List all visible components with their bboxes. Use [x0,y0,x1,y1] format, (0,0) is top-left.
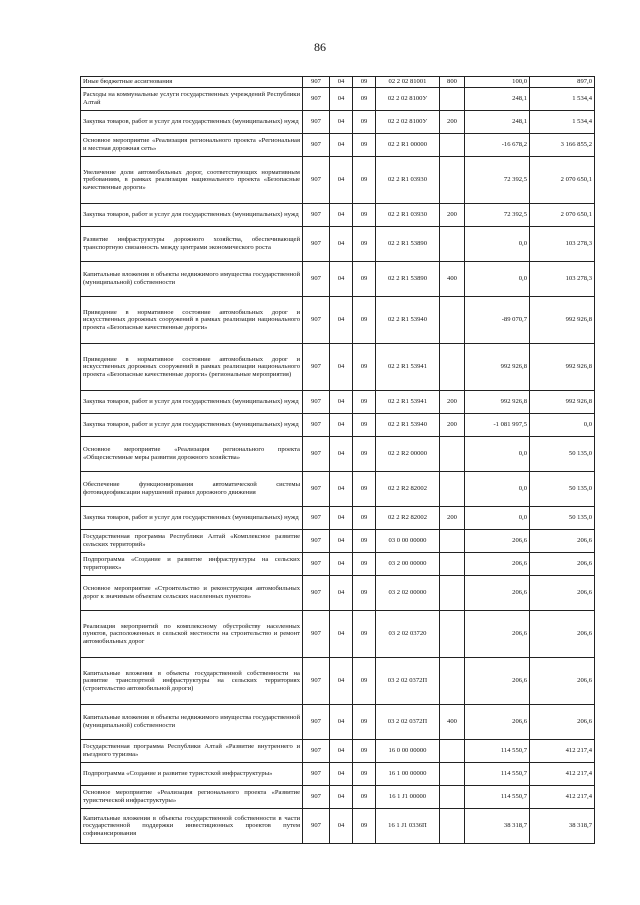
ministry-code-cell: 907 [303,88,330,111]
ministry-code-cell: 907 [303,507,330,530]
row-name-cell: Подпрограмма «Создание и развитие инфраструктуры на сельских территориях» [81,553,303,576]
amount-total-cell: 412 217,4 [530,786,595,809]
ministry-code-cell: 907 [303,809,330,844]
table-row [81,297,595,344]
amount-change-cell: 206,6 [465,576,530,611]
expense-type-cell [440,611,465,658]
subsection-code-cell: 09 [353,391,376,414]
subsection-code-cell: 09 [353,227,376,262]
subsection-code-cell: 09 [353,297,376,344]
target-article-cell: 03 2 00 00000 [376,553,440,576]
subsection-code-cell: 09 [353,111,376,134]
section-code-cell: 04 [330,705,353,740]
amount-change-cell: 114 550,7 [465,763,530,786]
amount-total-cell: 897,0 [530,77,595,88]
section-code-cell: 04 [330,344,353,391]
section-code-cell: 04 [330,786,353,809]
table-row [81,472,595,507]
amount-change-cell: 248,1 [465,88,530,111]
row-name-cell: Иные бюджетные ассигнования [81,77,303,88]
section-code-cell: 04 [330,111,353,134]
expense-type-cell: 200 [440,391,465,414]
row-name-cell: Развитие инфраструктуры дорожного хозяйства, обеспечивающей транспортную связанность между центрами экономического роста [81,227,303,262]
table-row [81,576,595,611]
ministry-code-cell: 907 [303,658,330,705]
section-code-cell: 04 [330,262,353,297]
amount-total-cell: 2 070 650,1 [530,157,595,204]
amount-total-cell: 206,6 [530,705,595,740]
table-row [81,809,595,844]
expense-type-cell: 800 [440,77,465,88]
subsection-code-cell: 09 [353,507,376,530]
expense-type-cell [440,809,465,844]
section-code-cell: 04 [330,88,353,111]
subsection-code-cell: 09 [353,705,376,740]
row-name-cell: Реализация мероприятий по комплексному обустройству населенных пунктов, расположенных в сельской местности на строительство и ремонт автомобильных дорог [81,611,303,658]
page-number: 86 [314,40,326,54]
target-article-cell: 03 2 02 03720 [376,611,440,658]
ministry-code-cell: 907 [303,204,330,227]
subsection-code-cell: 09 [353,530,376,553]
amount-change-cell: 206,6 [465,553,530,576]
target-article-cell: 02 2 R1 53890 [376,262,440,297]
expense-type-cell [440,297,465,344]
ministry-code-cell: 907 [303,77,330,88]
ministry-code-cell: 907 [303,157,330,204]
amount-total-cell: 206,6 [530,530,595,553]
row-name-cell: Основное мероприятие «Реализация регионального проекта «Развитие туристической инфраструктуры» [81,786,303,809]
subsection-code-cell: 09 [353,437,376,472]
table-row [81,658,595,705]
target-article-cell: 02 2 R1 00000 [376,134,440,157]
amount-change-cell: 114 550,7 [465,740,530,763]
amount-change-cell: 0,0 [465,437,530,472]
target-article-cell: 02 2 R1 53940 [376,414,440,437]
expense-type-cell [440,576,465,611]
table-row [81,740,595,763]
ministry-code-cell: 907 [303,111,330,134]
section-code-cell: 04 [330,809,353,844]
target-article-cell: 02 2 R1 53940 [376,297,440,344]
table-row [81,763,595,786]
amount-total-cell: 992 926,8 [530,344,595,391]
expense-type-cell: 400 [440,262,465,297]
amount-change-cell: 248,1 [465,111,530,134]
section-code-cell: 04 [330,740,353,763]
table-row [81,157,595,204]
amount-total-cell: 0,0 [530,414,595,437]
subsection-code-cell: 09 [353,472,376,507]
expense-type-cell: 200 [440,414,465,437]
row-name-cell: Капитальные вложения в объекты государственной собственности на развитие транспортной инфраструктуры на сельских территориях (строительство автомобильной дороги) [81,658,303,705]
table-row [81,553,595,576]
subsection-code-cell: 09 [353,576,376,611]
table-row [81,705,595,740]
expense-type-cell: 200 [440,111,465,134]
amount-change-cell: 0,0 [465,507,530,530]
section-code-cell: 04 [330,227,353,262]
section-code-cell: 04 [330,391,353,414]
ministry-code-cell: 907 [303,705,330,740]
table-row [81,134,595,157]
target-article-cell: 02 2 R1 03930 [376,204,440,227]
subsection-code-cell: 09 [353,204,376,227]
section-code-cell: 04 [330,157,353,204]
subsection-code-cell: 09 [353,77,376,88]
table-row [81,204,595,227]
expense-type-cell [440,88,465,111]
subsection-code-cell: 09 [353,786,376,809]
table-row [81,88,595,111]
section-code-cell: 04 [330,763,353,786]
subsection-code-cell: 09 [353,553,376,576]
section-code-cell: 04 [330,134,353,157]
expense-type-cell: 400 [440,705,465,740]
ministry-code-cell: 907 [303,391,330,414]
ministry-code-cell: 907 [303,414,330,437]
ministry-code-cell: 907 [303,344,330,391]
ministry-code-cell: 907 [303,437,330,472]
amount-total-cell: 206,6 [530,553,595,576]
subsection-code-cell: 09 [353,262,376,297]
section-code-cell: 04 [330,297,353,344]
target-article-cell: 02 2 02 8100У [376,111,440,134]
section-code-cell: 04 [330,553,353,576]
row-name-cell: Приведение в нормативное состояние автомобильных дорог и искусственных дорожных сооружений в рамках реализации национального проекта «Безопасные качественные дороги» (региональные мероприятия) [81,344,303,391]
expense-type-cell [440,472,465,507]
row-name-cell: Закупка товаров, работ и услуг для государственных (муниципальных) нужд [81,414,303,437]
amount-change-cell: 0,0 [465,472,530,507]
section-code-cell: 04 [330,77,353,88]
expense-type-cell [440,134,465,157]
row-name-cell: Увеличение доли автомобильных дорог, соответствующих нормативным требованиям, в рамках реализации национального проекта «Безопасные качественные дороги» [81,157,303,204]
subsection-code-cell: 09 [353,157,376,204]
target-article-cell: 02 2 R2 82002 [376,472,440,507]
expense-type-cell [440,740,465,763]
target-article-cell: 03 0 00 00000 [376,530,440,553]
table-row [81,227,595,262]
amount-total-cell: 206,6 [530,576,595,611]
amount-total-cell: 412 217,4 [530,740,595,763]
ministry-code-cell: 907 [303,763,330,786]
amount-total-cell: 992 926,8 [530,391,595,414]
ministry-code-cell: 907 [303,740,330,763]
ministry-code-cell: 907 [303,786,330,809]
target-article-cell: 02 2 R1 53941 [376,344,440,391]
amount-change-cell: 992 926,8 [465,344,530,391]
table-row [81,530,595,553]
amount-change-cell: 206,6 [465,611,530,658]
ministry-code-cell: 907 [303,227,330,262]
expense-type-cell: 200 [440,507,465,530]
row-name-cell: Государственная программа Республики Алтай «Комплексное развитие сельских территорий» [81,530,303,553]
row-name-cell: Основное мероприятие «Реализация регионального проекта «Общесистемные меры развития дорожного хозяйства» [81,437,303,472]
ministry-code-cell: 907 [303,297,330,344]
target-article-cell: 16 0 00 00000 [376,740,440,763]
amount-change-cell: 992 926,8 [465,391,530,414]
expense-type-cell [440,157,465,204]
table-row [81,437,595,472]
ministry-code-cell: 907 [303,553,330,576]
row-name-cell: Капитальные вложения в объекты недвижимого имущества государственной (муниципальной) собственности [81,262,303,297]
section-code-cell: 04 [330,472,353,507]
expense-type-cell [440,437,465,472]
row-name-cell: Основное мероприятие «Строительство и реконструкция автомобильных дорог к значимым объектам сельских населенных пунктов» [81,576,303,611]
target-article-cell: 02 2 R1 53890 [376,227,440,262]
row-name-cell: Государственная программа Республики Алтай «Развитие внутреннего и въездного туризма» [81,740,303,763]
table-row [81,507,595,530]
amount-total-cell: 38 318,7 [530,809,595,844]
ministry-code-cell: 907 [303,262,330,297]
section-code-cell: 04 [330,437,353,472]
target-article-cell: 02 2 R1 03930 [376,157,440,204]
section-code-cell: 04 [330,507,353,530]
amount-total-cell: 103 278,3 [530,262,595,297]
section-code-cell: 04 [330,530,353,553]
subsection-code-cell: 09 [353,740,376,763]
section-code-cell: 04 [330,658,353,705]
amount-total-cell: 1 534,4 [530,88,595,111]
row-name-cell: Подпрограмма «Создание и развитие туристской инфраструктуры» [81,763,303,786]
subsection-code-cell: 09 [353,414,376,437]
subsection-code-cell: 09 [353,763,376,786]
row-name-cell: Закупка товаров, работ и услуг для государственных (муниципальных) нужд [81,391,303,414]
section-code-cell: 04 [330,204,353,227]
table-row [81,786,595,809]
table-row [81,262,595,297]
amount-change-cell: 206,6 [465,705,530,740]
target-article-cell: 02 2 R2 82002 [376,507,440,530]
target-article-cell: 03 2 02 00000 [376,576,440,611]
amount-total-cell: 412 217,4 [530,763,595,786]
row-name-cell: Обеспечение функционирования автоматической системы фотовидеофиксации нарушений правил дорожного движения [81,472,303,507]
amount-change-cell: 100,0 [465,77,530,88]
amount-total-cell: 50 135,0 [530,472,595,507]
amount-total-cell: 206,6 [530,658,595,705]
row-name-cell: Капитальные вложения в объекты государственной собственности в части государственной поддержки инвестиционных проектов путем софинансирования [81,809,303,844]
expense-type-cell [440,553,465,576]
amount-change-cell: 206,6 [465,658,530,705]
row-name-cell: Закупка товаров, работ и услуг для государственных (муниципальных) нужд [81,111,303,134]
target-article-cell: 03 2 02 0372П [376,658,440,705]
amount-change-cell: -1 081 997,5 [465,414,530,437]
row-name-cell: Приведение в нормативное состояние автомобильных дорог и искусственных дорожных сооружений в рамках реализации национального проекта «Безопасные качественные дороги» [81,297,303,344]
amount-change-cell: 114 550,7 [465,786,530,809]
amount-total-cell: 50 135,0 [530,507,595,530]
table-row [81,77,595,88]
subsection-code-cell: 09 [353,809,376,844]
amount-change-cell: 72 392,5 [465,204,530,227]
row-name-cell: Закупка товаров, работ и услуг для государственных (муниципальных) нужд [81,507,303,530]
ministry-code-cell: 907 [303,611,330,658]
expense-type-cell: 200 [440,204,465,227]
target-article-cell: 02 2 02 8100У [376,88,440,111]
amount-change-cell: 206,6 [465,530,530,553]
section-code-cell: 04 [330,414,353,437]
amount-total-cell: 992 926,8 [530,297,595,344]
expense-type-cell [440,658,465,705]
expense-type-cell [440,344,465,391]
budget-table [80,76,595,844]
subsection-code-cell: 09 [353,611,376,658]
target-article-cell: 02 2 R1 53941 [376,391,440,414]
expense-type-cell [440,530,465,553]
subsection-code-cell: 09 [353,344,376,391]
amount-change-cell: -89 070,7 [465,297,530,344]
target-article-cell: 03 2 02 0372П [376,705,440,740]
row-name-cell: Расходы на коммунальные услуги государственных учреждений Республики Алтай [81,88,303,111]
amount-total-cell: 206,6 [530,611,595,658]
target-article-cell: 02 2 R2 00000 [376,437,440,472]
subsection-code-cell: 09 [353,88,376,111]
subsection-code-cell: 09 [353,134,376,157]
amount-change-cell: -16 678,2 [465,134,530,157]
expense-type-cell [440,227,465,262]
amount-total-cell: 2 070 650,1 [530,204,595,227]
target-article-cell: 16 1 J1 00000 [376,786,440,809]
row-name-cell: Капитальные вложения в объекты недвижимого имущества государственной (муниципальной) собственности [81,705,303,740]
amount-change-cell: 38 318,7 [465,809,530,844]
amount-total-cell: 50 135,0 [530,437,595,472]
target-article-cell: 16 1 J1 0336П [376,809,440,844]
table-row [81,611,595,658]
section-code-cell: 04 [330,576,353,611]
expense-type-cell [440,763,465,786]
amount-change-cell: 72 392,5 [465,157,530,204]
table-row [81,111,595,134]
table-row [81,391,595,414]
target-article-cell: 02 2 02 81001 [376,77,440,88]
amount-change-cell: 0,0 [465,227,530,262]
subsection-code-cell: 09 [353,658,376,705]
amount-total-cell: 1 534,4 [530,111,595,134]
amount-change-cell: 0,0 [465,262,530,297]
ministry-code-cell: 907 [303,134,330,157]
ministry-code-cell: 907 [303,576,330,611]
ministry-code-cell: 907 [303,530,330,553]
ministry-code-cell: 907 [303,472,330,507]
amount-total-cell: 103 278,3 [530,227,595,262]
target-article-cell: 16 1 00 00000 [376,763,440,786]
section-code-cell: 04 [330,611,353,658]
row-name-cell: Закупка товаров, работ и услуг для государственных (муниципальных) нужд [81,204,303,227]
table-row [81,344,595,391]
row-name-cell: Основное мероприятие «Реализация регионального проекта «Региональная и местная дорожная сеть» [81,134,303,157]
table-row [81,414,595,437]
expense-type-cell [440,786,465,809]
amount-total-cell: 3 166 855,2 [530,134,595,157]
